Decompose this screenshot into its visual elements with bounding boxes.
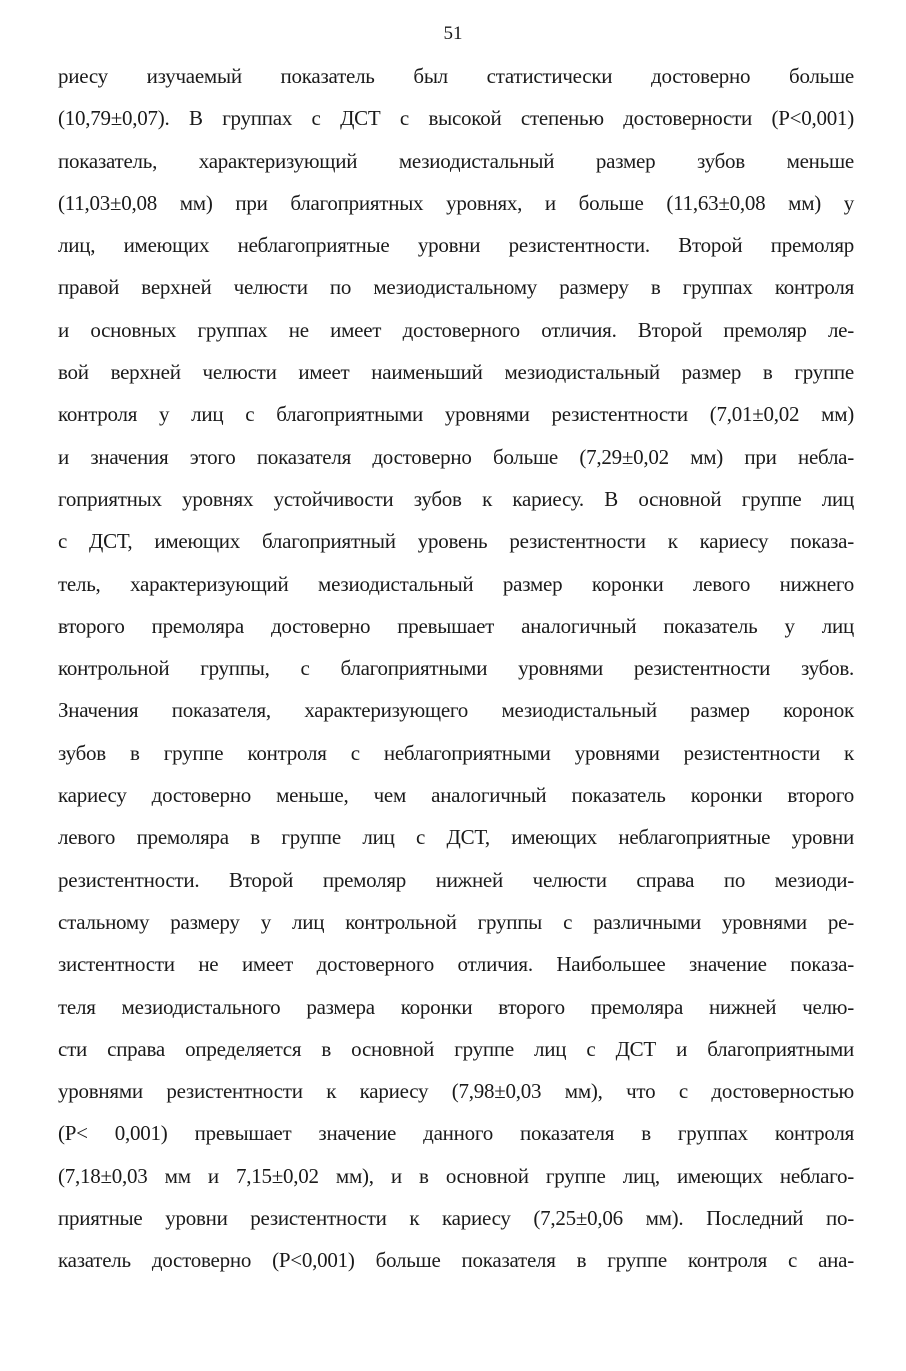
text-line: стальному размеру у лиц контрольной группы с различными уровнями ре- [58, 909, 854, 934]
text-line: уровнями резистентности к кариесу (7,98±0,03 мм), что с достоверностью [58, 1079, 854, 1104]
text-line: казатель достоверно (Р<0,001) больше показателя в группе контроля с ана- [58, 1248, 854, 1273]
text-line: тель, характеризующий мезиодистальный размер коронки левого нижнего [58, 571, 854, 596]
text-line: (11,03±0,08 мм) при благоприятных уровнях, и больше (11,63±0,08 мм) у [58, 190, 854, 215]
text-line: зистентности не имеет достоверного отличия. Наибольшее значение показа- [58, 952, 854, 977]
text-line: контрольной группы, с благоприятными уровнями резистентности зубов. [58, 656, 854, 681]
text-line: левого премоляра в группе лиц с ДСТ, имеющих неблагоприятные уровни [58, 825, 854, 850]
text-line: сти справа определяется в основной группе лиц с ДСТ и благоприятными [58, 1036, 854, 1061]
text-line: риесу изучаемый показатель был статистически достоверно больше [58, 64, 854, 88]
text-line: показатель, характеризующий мезиодистальный размер зубов меньше [58, 148, 854, 173]
text-line: второго премоляра достоверно превышает аналогичный показатель у лиц [58, 613, 854, 638]
text-line: (Р< 0,001) превышает значение данного показателя в группах контроля [58, 1121, 854, 1146]
text-line: приятные уровни резистентности к кариесу (7,25±0,06 мм). Последний по- [58, 1206, 854, 1231]
text-line: гоприятных уровнях устойчивости зубов к кариесу. В основной группе лиц [58, 486, 854, 511]
text-line: резистентности. Второй премоляр нижней челюсти справа по мезиоди- [58, 867, 854, 892]
text-line: контроля у лиц с благоприятными уровнями резистентности (7,01±0,02 мм) [58, 402, 854, 427]
text-line: и основных группах не имеет достоверного отличия. Второй премоляр ле- [58, 317, 854, 342]
text-line: правой верхней челюсти по мезиодистальному размеру в группах контроля [58, 275, 854, 300]
text-line: (10,79±0,07). В группах с ДСТ с высокой степенью достоверности (Р<0,001) [58, 106, 854, 131]
text-line: кариесу достоверно меньше, чем аналогичный показатель коронки второго [58, 783, 854, 808]
text-line: Значения показателя, характеризующего мезиодистальный размер коронок [58, 698, 854, 723]
text-line: (7,18±0,03 мм и 7,15±0,02 мм), и в основной группе лиц, имеющих неблаго- [58, 1163, 854, 1188]
text-line: лиц, имеющих неблагоприятные уровни резистентности. Второй премоляр [58, 233, 854, 258]
text-line: с ДСТ, имеющих благоприятный уровень резистентности к кариесу показа- [58, 529, 854, 554]
text-line: и значения этого показателя достоверно больше (7,29±0,02 мм) при небла- [58, 444, 854, 469]
text-line: зубов в группе контроля с неблагоприятными уровнями резистентности к [58, 740, 854, 765]
text-line: теля мезиодистального размера коронки второго премоляра нижней челю- [58, 994, 854, 1019]
page-number: 51 [443, 23, 463, 44]
text-line: вой верхней челюсти имеет наименьший мезиодистальный размер в группе [58, 360, 854, 385]
body-text [58, 55, 854, 1282]
